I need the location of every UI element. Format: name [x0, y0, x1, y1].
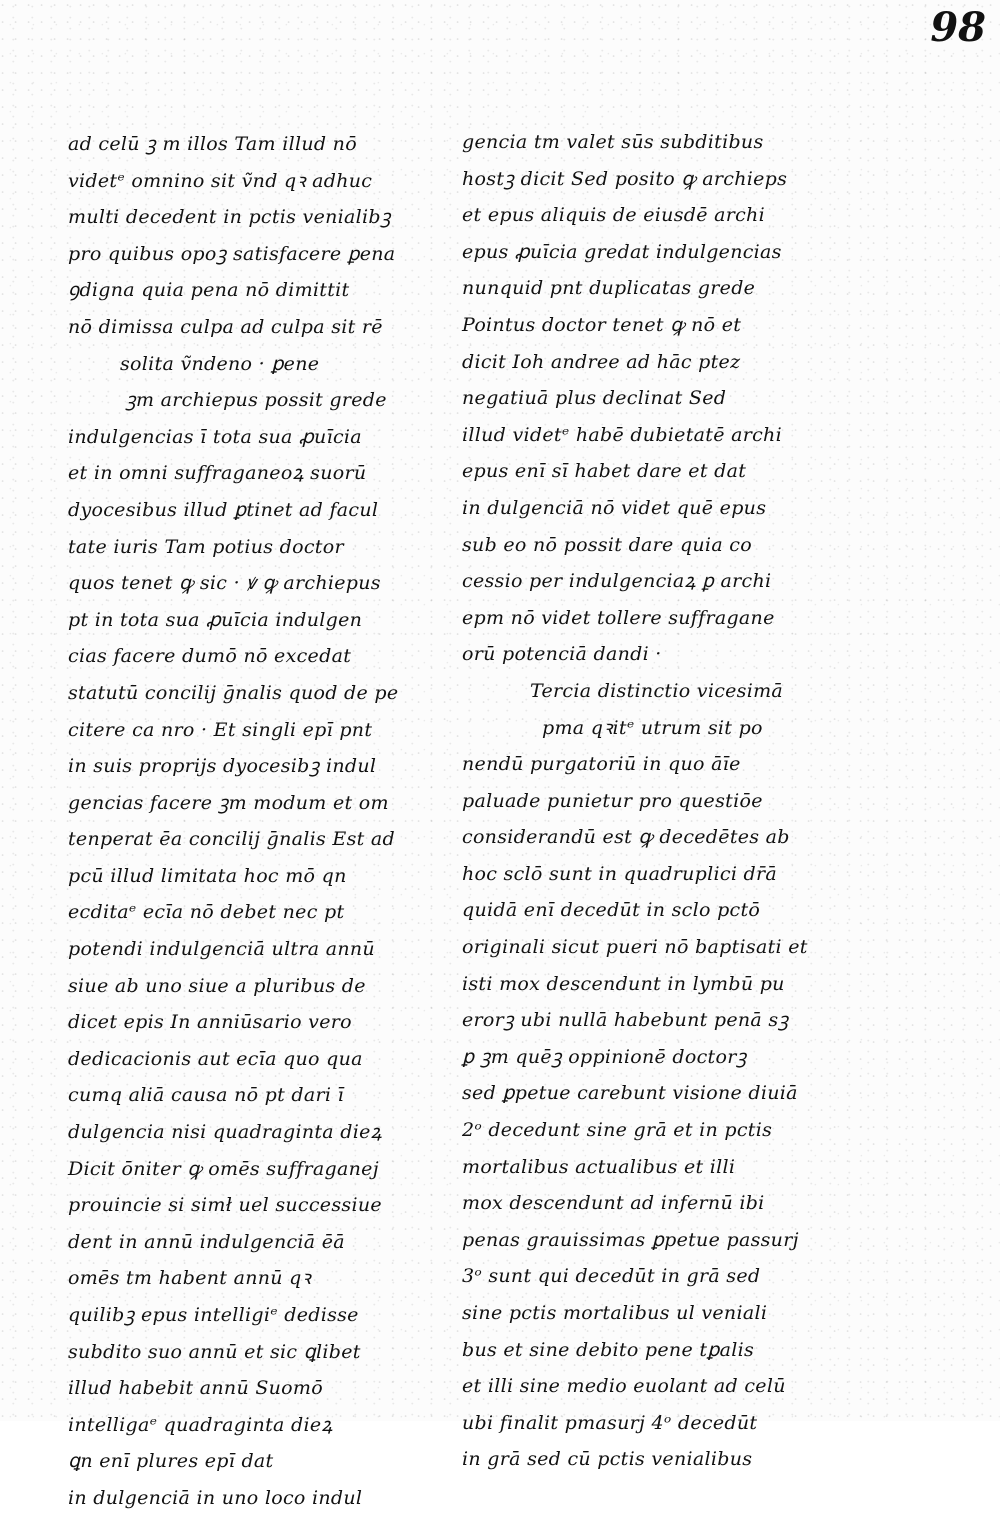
manuscript-line: nō dimissa culpa ad culpa sit rē	[68, 315, 383, 338]
manuscript-line: ꝫm archiepus possit grede	[126, 389, 387, 412]
manuscript-line: bus et sine debito pene tꝑalis	[462, 1338, 755, 1361]
manuscript-line: gencias facere ꝫm modum et om	[68, 791, 389, 814]
manuscript-line: ꝑ ꝫm quēꝫ oppinionē doctorꝫ	[462, 1045, 747, 1068]
manuscript-line: potendi indulgenciā ultra annū	[68, 938, 375, 961]
manuscript-line: et illi sine medio euolant ad celū	[462, 1375, 786, 1398]
manuscript-line: cessio per indulgenciaꝝ ꝑ archi	[462, 570, 772, 593]
manuscript-line: multi decedent in pctis venialibꝫ	[68, 206, 391, 229]
manuscript-line: ad celū ꝫ m illos Tam illud nō	[68, 133, 357, 155]
manuscript-line: Dicit ōniter ꝙ omēs suffraganej	[68, 1157, 379, 1180]
manuscript-line: videtᵉ omnino sit ṽnd qꝛ adhuc	[68, 169, 373, 192]
manuscript-line: dent in annū indulgenciā ēā	[68, 1230, 345, 1253]
manuscript-line: ecditaᵉ ecīa nō debet nec pt	[68, 901, 345, 924]
manuscript-line: quos tenet ꝙ sic · ꝟ ꝙ archiepus	[68, 572, 381, 595]
manuscript-line: illud videtᵉ habē dubietatē archi	[462, 423, 782, 446]
manuscript-line: quilibꝫ epus intelligiᵉ dedisse	[68, 1304, 359, 1326]
folio-number: 98	[930, 4, 986, 51]
right-column	[462, 124, 822, 1478]
manuscript-line: mortalibus actualibus et illi	[462, 1155, 736, 1178]
manuscript-line: mox descendunt ad infernū ibi	[462, 1192, 765, 1215]
manuscript-line: in suis proprijs dyocesibꝫ indul	[68, 755, 377, 778]
manuscript-line: pma qꝛitᵉ utrum sit po	[542, 716, 763, 739]
manuscript-line: dedicacionis aut ecīa quo qua	[68, 1047, 363, 1070]
manuscript-line: dyocesibus illud ꝑtinet ad facul	[68, 498, 379, 521]
manuscript-line: siue ab uno siue a pluribus de	[68, 974, 366, 997]
manuscript-line: originali sicut pueri nō baptisati et	[462, 936, 808, 959]
manuscript-line: nendū purgatoriū in quo āīe	[462, 753, 741, 776]
manuscript-line: isti mox descendunt in lymbū pu	[462, 972, 785, 995]
manuscript-line: solita ṽndeno · ꝑene	[120, 352, 320, 375]
manuscript-line: Tercia distinctio vicesimā	[530, 679, 784, 702]
manuscript-line: illud habebit annū Suomō	[68, 1377, 323, 1400]
manuscript-line: Pointus doctor tenet ꝙ nō et	[462, 313, 742, 336]
manuscript-line: dicet epis In anniūsario vero	[68, 1011, 352, 1034]
manuscript-line: epus enī sī habet dare et dat	[462, 460, 747, 483]
manuscript-line: ubi finalit pmasurj 4ᵒ decedūt	[462, 1411, 758, 1434]
manuscript-line: cumq aliā causa nō pt dari ī	[68, 1084, 344, 1107]
manuscript-line: ꝗn enī plures epī dat	[68, 1450, 274, 1473]
manuscript-line: paluade punietur pro questiōe	[462, 789, 763, 812]
manuscript-line: hostꝫ dicit Sed posito ꝙ archieps	[462, 167, 788, 190]
manuscript-line: prouincie si simł uel successiue	[68, 1194, 382, 1217]
manuscript-line: pcū illud limitata hoc mō qn	[68, 864, 347, 887]
manuscript-line: penas grauissimas ꝑpetue passurj	[462, 1228, 799, 1251]
manuscript-line: subdito suo annū et sic ꝗlibet	[68, 1340, 361, 1363]
manuscript-line: sub eo nō possit dare quia co	[462, 533, 752, 556]
manuscript-line: et epus aliquis de eiusdē archi	[462, 204, 765, 227]
manuscript-line: intelligaᵉ quadraginta dieꝝ	[68, 1413, 333, 1436]
manuscript-line: sine pctis mortalibus ul veniali	[462, 1302, 768, 1324]
manuscript-line: tate iuris Tam potius doctor	[68, 535, 344, 558]
manuscript-line: in grā sed cū pctis venialibus	[462, 1448, 753, 1471]
manuscript-line: erorꝫ ubi nullā habebunt penā sꝫ	[462, 1009, 789, 1032]
manuscript-line: cias facere dumō nō excedat	[68, 645, 352, 668]
manuscript-line: citere ca nro · Et singli epī pnt	[68, 718, 373, 741]
left-column	[68, 126, 428, 1517]
manuscript-line: hoc sclō sunt in quadruplici dr̄ā	[462, 862, 778, 885]
manuscript-line: quidā enī decedūt in sclo pctō	[462, 899, 761, 922]
manuscript-line: pro quibus opoꝫ satisfacere ꝑena	[68, 242, 396, 265]
manuscript-line: pt in tota sua ꝓuīcia indulgen	[68, 608, 363, 631]
manuscript-line: considerandū est ꝙ decedētes ab	[462, 826, 790, 849]
manuscript-line: epm nō videt tollere suffragane	[462, 606, 775, 629]
manuscript-line: dulgencia nisi quadraginta dieꝝ	[68, 1121, 382, 1144]
manuscript-line: orū potenciā dandi ·	[462, 643, 662, 666]
manuscript-line: gencia tm valet sūs subditibus	[462, 131, 764, 153]
manuscript-line: in dulgenciā in uno loco indul	[68, 1486, 363, 1509]
manuscript-line: omēs tm habent annū qꝛ	[68, 1267, 311, 1290]
manuscript-line: epus ꝓuīcia gredat indulgencias	[462, 240, 782, 263]
manuscript-line: tenperat ēa concilij ḡnalis Est ad	[68, 828, 395, 851]
manuscript-line: 3ᵒ sunt qui decedūt in grā sed	[462, 1265, 761, 1288]
manuscript-line: ꝯdigna quia pena nō dimittit	[68, 279, 350, 302]
manuscript-line: indulgencias ī tota sua ꝓuīcia	[68, 425, 362, 448]
manuscript-line: nunquid pnt duplicatas grede	[462, 277, 756, 300]
manuscript-line: sed ꝑpetue carebunt visione diuiā	[462, 1082, 798, 1105]
manuscript-line: statutū concilij ḡnalis quod de pe	[68, 681, 399, 704]
manuscript-line: negatiuā plus declinat Sed	[462, 387, 727, 410]
manuscript-line: et in omni suffraganeoꝝ suorū	[68, 462, 367, 485]
manuscript-line: dicit Ioh andree ad hāc ptez	[462, 350, 741, 373]
manuscript-line: in dulgenciā nō videt quē epus	[462, 496, 767, 519]
manuscript-line: 2ᵒ decedunt sine grā et in pctis	[462, 1119, 773, 1142]
